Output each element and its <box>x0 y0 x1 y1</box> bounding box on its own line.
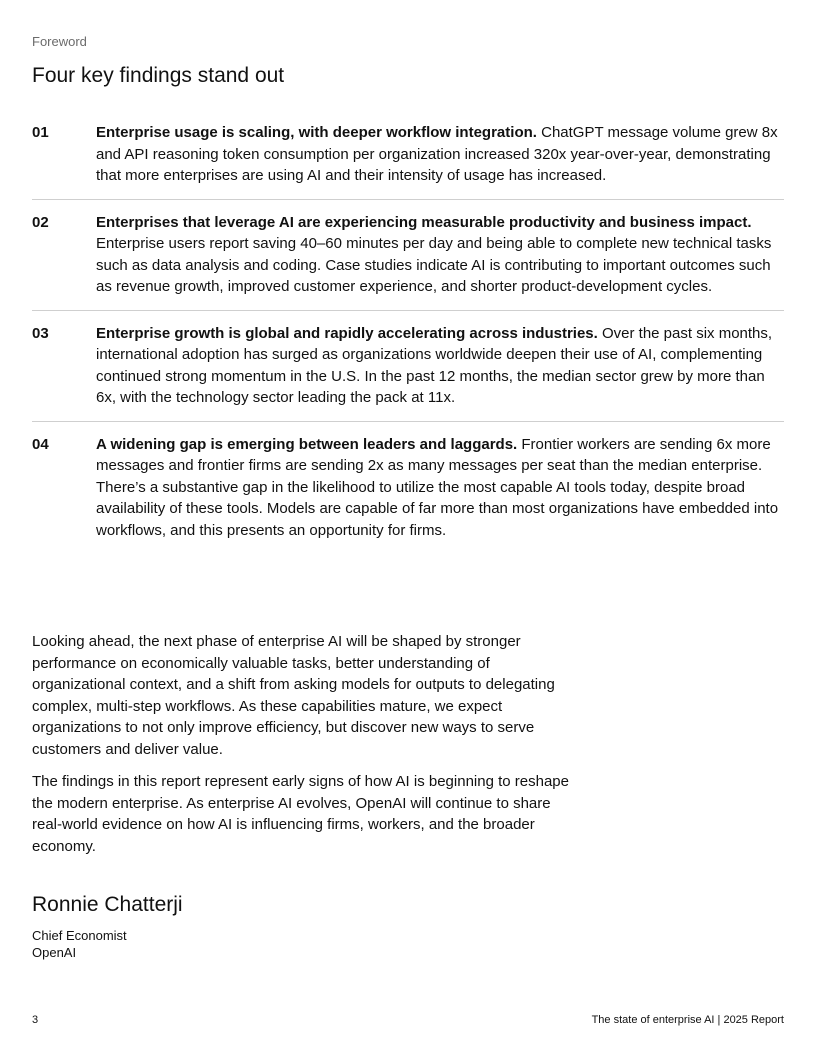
body-paragraph: Looking ahead, the next phase of enterprise AI will be shaped by stronger performance on economically valuable tasks, better understanding of organizational context, and a shift from asking models for outputs to delegating complex, multi-step workflows. As these capabilities mature, we expect organizations to not only improve efficiency, but discover new ways to serve customers and deliver value. <box>32 633 555 758</box>
finding-item <box>32 212 784 311</box>
body-paragraph: The findings in this report represent early signs of how AI is beginning to reshape the modern enterprise. As enterprise AI evolves, OpenAI will continue to share real-world evidence on how AI is influencing firms, workers, and the broader economy. <box>32 773 569 855</box>
finding-number: 04 <box>32 435 49 453</box>
finding-number: 02 <box>32 213 49 231</box>
finding-text <box>96 434 784 542</box>
finding-body: Frontier workers are sending 6x more messages and frontier firms are sending 2x as many messages per seat than the median enterprise. There’s a substantive gap in the likelihood to utilize the most capable AI tools today, despite broad availability of these tools. Models are capable of far more than most organizations have embedded into workflows, and this presents an opportunity for firms. <box>96 435 779 539</box>
finding-number: 03 <box>32 324 49 342</box>
finding-body: Enterprise users report saving 40–60 minutes per day and being able to complete new technical tasks such as data analysis and coding. Case studies indicate AI is contributing to important outcomes such as revenue growth, improved customer experience, and shorter product-development cycles. <box>96 235 772 295</box>
finding-text <box>96 122 784 187</box>
finding-lead: A widening gap is emerging between leaders and laggards. <box>96 435 518 453</box>
findings-list <box>32 122 784 565</box>
signature-role-block <box>32 927 127 961</box>
signature-name: Ronnie Chatterji <box>32 893 183 916</box>
finding-lead: Enterprises that leverage AI are experiencing measurable productivity and business impact. <box>96 213 752 231</box>
finding-item <box>32 323 784 422</box>
footer-report-title: The state of enterprise AI | 2025 Report <box>591 1014 784 1026</box>
finding-lead: Enterprise growth is global and rapidly accelerating across industries. <box>96 324 598 342</box>
finding-number: 01 <box>32 124 49 141</box>
page-title: Four key findings stand out <box>32 64 285 87</box>
body-text <box>32 631 572 868</box>
section-label: Foreword <box>32 34 87 49</box>
page-number: 3 <box>32 1014 39 1026</box>
finding-lead: Enterprise usage is scaling, with deeper workflow integration. <box>96 124 537 141</box>
finding-item <box>32 434 784 554</box>
signature-role: Chief Economist <box>32 928 127 943</box>
finding-body: ChatGPT message volume grew 8x and API reasoning token consumption per organization increased 320x year-over-year, demonstrating that more enterprises are using AI and their intensity of usage has increased. <box>96 124 778 184</box>
finding-text <box>96 323 784 409</box>
finding-text <box>96 212 784 298</box>
signature-org: OpenAI <box>32 945 77 960</box>
finding-body: Over the past six months, international adoption has surged as organizations worldwide deepen their use of AI, complementing continued strong momentum in the U.S. In the past 12 months, the median sector grew by more than 6x, with the technology sector leading the pack at 11x. <box>96 324 773 406</box>
finding-item <box>32 122 784 200</box>
